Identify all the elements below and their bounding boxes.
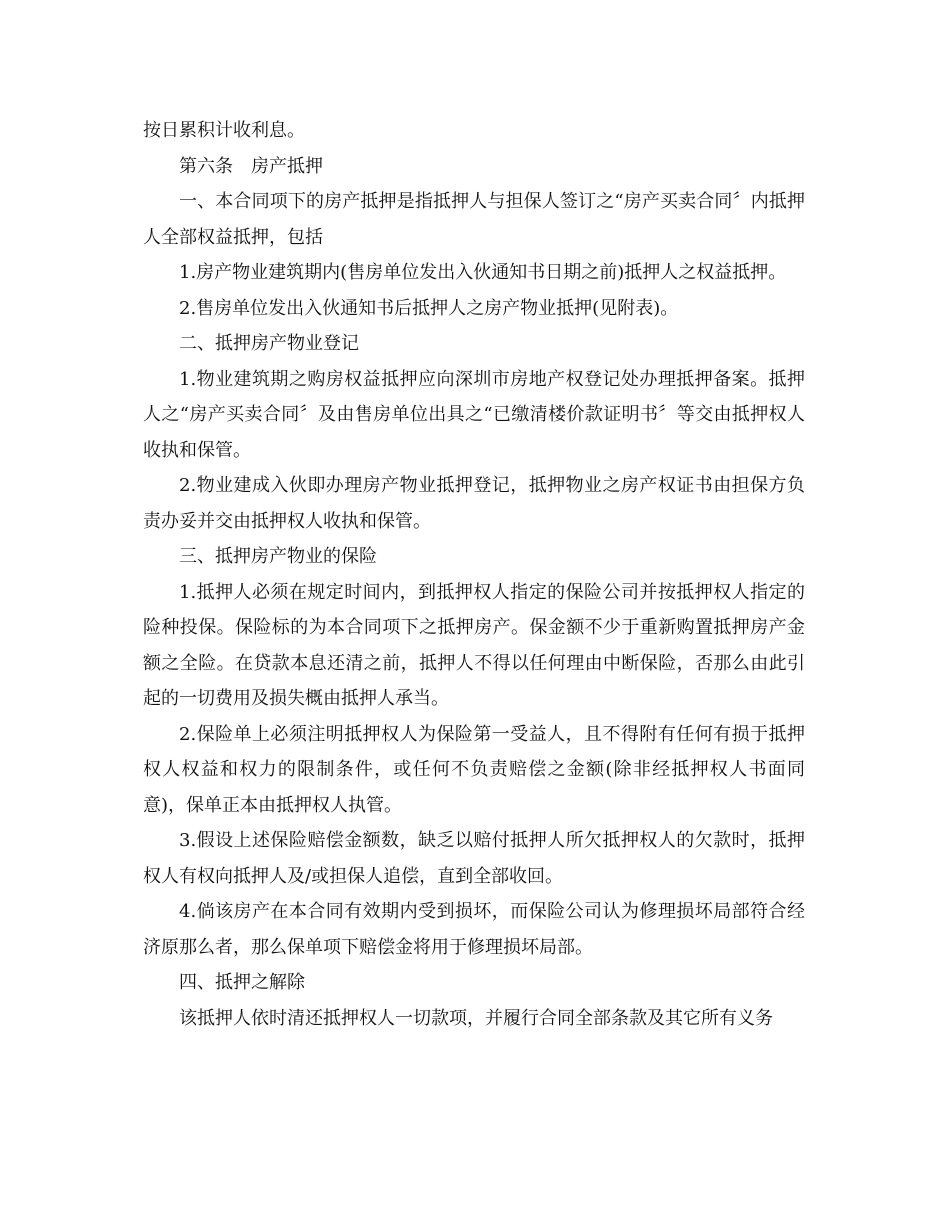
paragraph-insurance-item-1: 1.抵押人必须在规定时间内，到抵押权人指定的保险公司并按抵押权人指定的险种投保。保险标的为本合同项下之抵押房产。保金额不少于重新购置抵押房产金额之全险。在贷款本息还清之前，抵押人不得以任何理由中断保险，否那么由此引起的一切费用及损失概由抵押人承当。: [143, 581, 805, 709]
paragraph-interest: 按日累积计收利息。: [143, 120, 305, 141]
heading-insurance: 三、抵押房产物业的保险: [179, 546, 377, 567]
document-body: [143, 113, 805, 1036]
paragraph-mortgage-item-2: 2.售房单位发出入伙通知书后抵押人之房产物业抵押(见附表)。: [179, 297, 679, 319]
paragraph-registration-item-2: 2.物业建成入伙即办理房产物业抵押登记，抵押物业之房产权证书由担保方负责办妥并交由抵押权人收执和保管。: [143, 475, 805, 532]
heading-release: 四、抵押之解除: [179, 972, 305, 993]
paragraph-insurance-item-4: 4.倘该房产在本合同有效期内受到损坏，而保险公司认为修理损坏局部符合经济原那么者，那么保单项下赔偿金将用于修理损坏局部。: [143, 901, 805, 958]
paragraph-insurance-item-2: 2.保险单上必须注明抵押权人为保险第一受益人，且不得附有任何有损于抵押权人权益和权力的限制条件，或任何不负责赔偿之金额(除非经抵押权人书面同意)，保单正本由抵押权人执管。: [143, 723, 805, 816]
paragraph-release: 该抵押人依时清还抵押权人一切款项，并履行合同全部条款及其它所有义务: [179, 1007, 773, 1029]
heading-registration: 二、抵押房产物业登记: [179, 333, 359, 354]
paragraph-insurance-item-3: 3.假设上述保险赔偿金额数，缺乏以赔付抵押人所欠抵押权人的欠款时，抵押权人有权向抵押人及/或担保人追偿，直到全部收回。: [143, 830, 805, 887]
paragraph-mortgage-definition: 一、本合同项下的房产抵押是指抵押人与担保人签订之“房产买卖合同〞内抵押人全部权益抵押，包括: [143, 191, 805, 248]
paragraph-registration-item-1: 1.物业建筑期之购房权益抵押应向深圳市房地产权登记处办理抵押备案。抵押人之“房产买卖合同〞及由售房单位出具之“已缴清楼价款证明书〞等交由抵押权人收执和保管。: [143, 368, 805, 461]
paragraph-mortgage-item-1: 1.房产物业建筑期内(售房单位发出入伙通知书日期之前)抵押人之权益抵押。: [179, 262, 787, 283]
heading-article-6: 第六条 房产抵押: [179, 155, 323, 177]
